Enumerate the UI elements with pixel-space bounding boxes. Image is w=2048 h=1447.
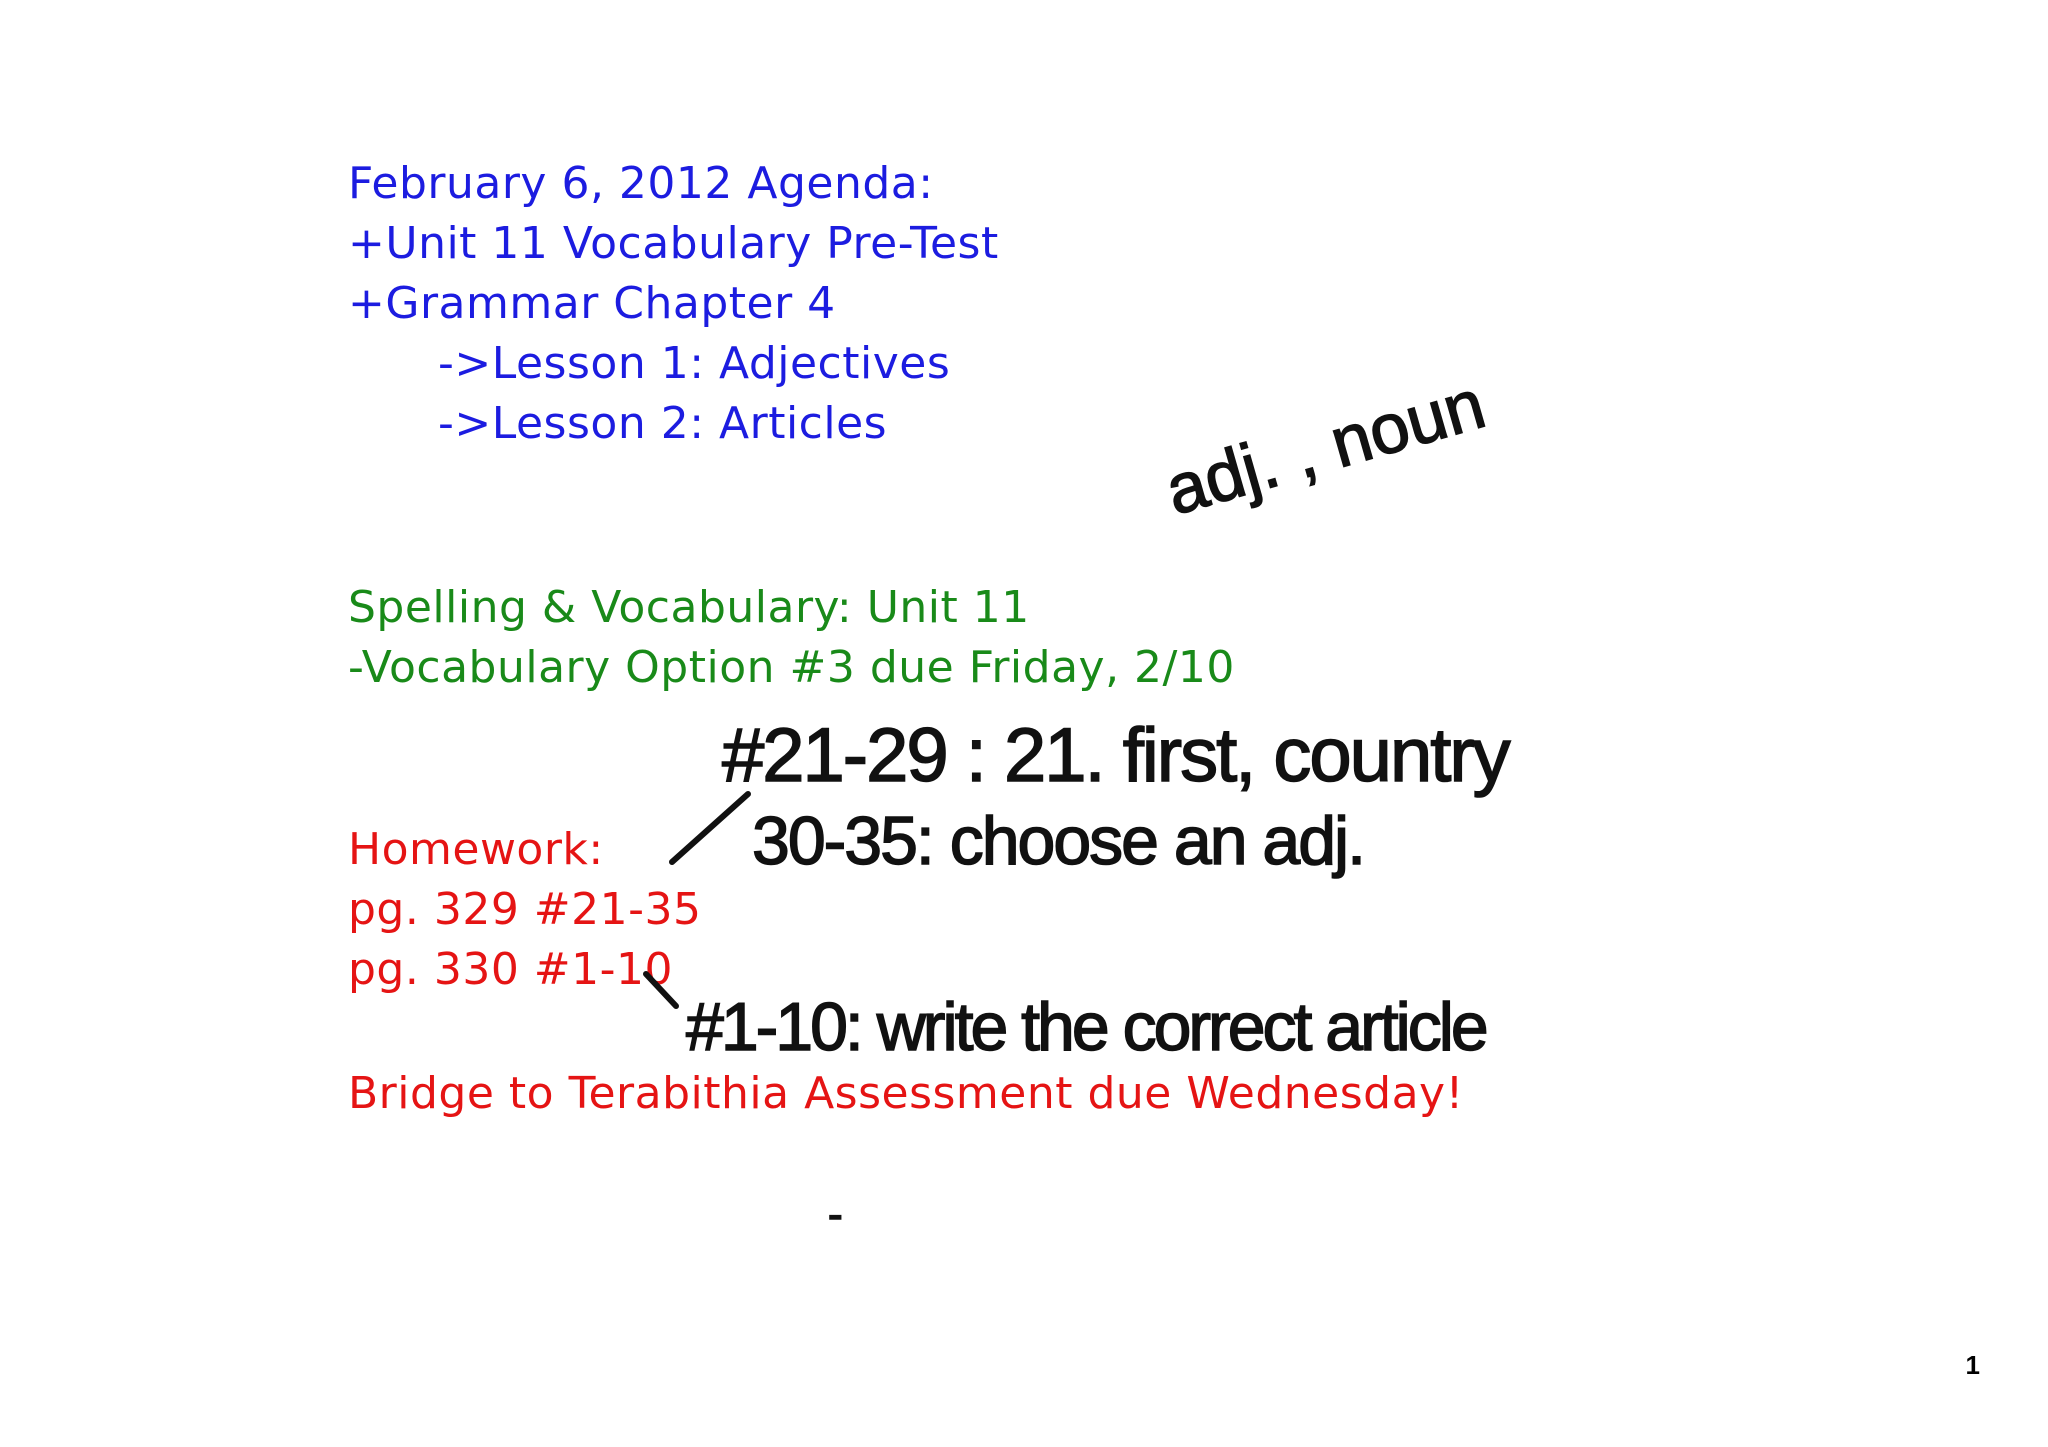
agenda-title: February 6, 2012 Agenda: [348,158,934,209]
handwritten-line-30-35: 30-35: choose an adj. [752,803,1365,879]
handwritten-line-1-10: #1-10: write the correct article [686,989,1486,1065]
agenda-item-grammar: +Grammar Chapter 4 [348,278,836,329]
handwritten-slash-stroke [672,794,748,862]
spelling-heading: Spelling & Vocabulary: Unit 11 [348,582,1030,633]
homework-item-pg330: pg. 330 #1-10 [348,944,674,995]
assessment-reminder: Bridge to Terabithia Assessment due Wednesday! [348,1068,1464,1119]
handwritten-dash: - [828,1190,843,1239]
handwritten-line-21-29: #21-29 : 21. first, country [722,713,1509,798]
page-number: 1 [1965,1350,1980,1380]
agenda-item-vocab-pretest: +Unit 11 Vocabulary Pre-Test [348,218,999,269]
homework-item-pg329: pg. 329 #21-35 [348,884,702,935]
homework-heading: Homework: [348,824,604,875]
spelling-note: -Vocabulary Option #3 due Friday, 2/10 [348,642,1235,693]
agenda-item-lesson1: ->Lesson 1: Adjectives [438,338,951,389]
agenda-item-lesson2: ->Lesson 2: Articles [438,398,888,449]
handwritten-adj-noun: adj. , noun [1157,364,1494,530]
